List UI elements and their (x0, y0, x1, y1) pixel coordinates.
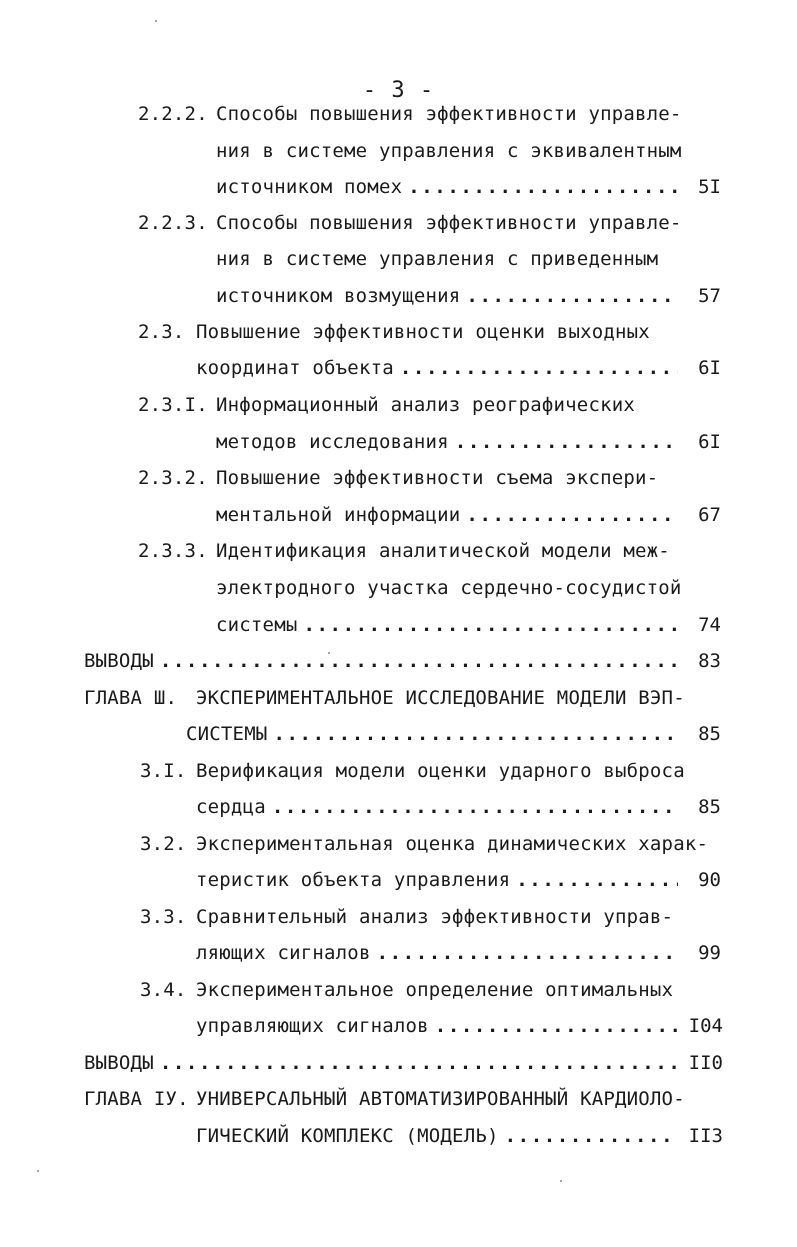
dot-leader (272, 795, 678, 819)
entry-page: 6I (698, 357, 721, 379)
entry-title-line: Идентификация аналитической модели меж- (216, 540, 670, 562)
entry-leader-line (216, 284, 678, 308)
entry-leader-line (84, 1051, 678, 1075)
entry-number: 2.3. (138, 321, 185, 343)
entry-title-line: электродного участка сердечно-сосудистой (216, 577, 682, 599)
entry-leader-line (84, 649, 678, 673)
entry-leader-line (196, 356, 678, 380)
entry-page: 85 (698, 796, 721, 818)
entry-title-line: Повышение эффективности съема экспери- (216, 467, 659, 489)
entry-leader-line (196, 795, 678, 819)
entry-number: 2.3.2. (138, 467, 208, 489)
dot-leader (400, 356, 678, 380)
entry-number: 3.I. (140, 760, 187, 782)
dot-leader (516, 868, 678, 892)
entry-page: 99 (698, 942, 721, 964)
scan-speck (328, 652, 330, 654)
entry-leader-line (196, 868, 678, 892)
entry-title-line: источником возмущения (216, 285, 461, 307)
entry-title-line: СИСТЕМЫ (186, 723, 268, 745)
dot-leader (466, 503, 678, 527)
entry-page: 67 (698, 504, 721, 526)
entry-title-line: системы (216, 614, 298, 636)
entry-title-line: сердца (196, 796, 266, 818)
entry-title-line: координат объекта (196, 357, 394, 379)
entry-title-line: УНИВЕРСАЛЬНЫЙ АВТОМАТИЗИРОВАННЫЙ КАРДИОЛО- (196, 1088, 685, 1110)
chapter-label: ГЛАВА Ш. (84, 687, 178, 709)
entry-title-line: Сравнительный анализ эффективности управ- (196, 906, 674, 928)
entry-number: 3.3. (140, 906, 187, 928)
entry-leader-line (196, 1014, 678, 1038)
dot-leader (273, 722, 678, 746)
entry-title-line: ляющих сигналов (196, 942, 371, 964)
page-number: - 3 - (362, 78, 435, 103)
scan-speck (37, 1170, 39, 1172)
entry-number: 2.3.3. (138, 540, 208, 562)
scan-speck (155, 20, 157, 22)
entry-page: 85 (698, 723, 721, 745)
entry-leader-line (186, 722, 678, 746)
entry-leader-line (216, 613, 678, 637)
entry-number: 2.2.2. (138, 103, 208, 125)
entry-title-line: Повышение эффективности оценки выходных (196, 321, 650, 343)
entry-page: 57 (698, 285, 721, 307)
entry-page: 90 (698, 869, 721, 891)
entry-title-line: ГИЧЕСКИЙ КОМПЛЕКС (МОДЕЛЬ) (196, 1125, 499, 1147)
dot-leader (160, 1051, 678, 1075)
entry-leader-line (196, 1124, 678, 1148)
entry-title-line: Информационный анализ реографических (216, 394, 636, 416)
entry-page: 6I (698, 431, 721, 453)
entry-leader-line (216, 175, 678, 199)
entry-number: 2.3.I. (138, 394, 208, 416)
entry-title-line: теристик объекта управления (196, 869, 511, 891)
entry-title-line: ментальной информации (216, 504, 461, 526)
entry-page: II3 (688, 1125, 723, 1147)
entry-title-line: ВЫВОДЫ (84, 650, 154, 672)
entry-page: I04 (688, 1015, 723, 1037)
scan-speck (560, 1180, 562, 1182)
entry-title-line: Способы повышения эффективности управле- (216, 103, 682, 125)
dot-leader (455, 430, 678, 454)
entry-page: 74 (698, 614, 721, 636)
entry-number: 2.2.3. (138, 212, 208, 234)
entry-title-line: управляющих сигналов (196, 1015, 429, 1037)
entry-number: 3.4. (140, 979, 187, 1001)
entry-title-line: ния в системе управления с приведенным (216, 248, 659, 270)
chapter-label: ГЛАВА IУ. (84, 1088, 189, 1110)
entry-title-line: ния в системе управления с эквивалентным (216, 140, 682, 162)
dot-leader (303, 613, 678, 637)
entry-title-line: ВЫВОДЫ (84, 1052, 154, 1074)
entry-page: 83 (698, 650, 721, 672)
entry-title-line: методов исследования (216, 431, 449, 453)
entry-leader-line (216, 503, 678, 527)
entry-number: 3.2. (140, 833, 187, 855)
entry-page: 5I (698, 176, 721, 198)
entry-title-line: источником помех (216, 176, 403, 198)
entry-title-line: Экспериментальная оценка динамических харак- (196, 833, 709, 855)
entry-title-line: Верификация модели оценки ударного выброса (196, 760, 685, 782)
entry-page: II0 (688, 1052, 723, 1074)
entry-title-line: Экспериментальное определение оптимальных (196, 979, 674, 1001)
entry-leader-line (216, 430, 678, 454)
dot-leader (466, 284, 678, 308)
dot-leader (435, 1014, 678, 1038)
dot-leader (377, 941, 678, 965)
dot-leader (408, 175, 678, 199)
entry-leader-line (196, 941, 678, 965)
entry-title-line: Способы повышения эффективности управле- (216, 212, 682, 234)
dot-leader (160, 649, 678, 673)
entry-title-line: ЭКСПЕРИМЕНТАЛЬНОЕ ИССЛЕДОВАНИЕ МОДЕЛИ ВЭП- (196, 687, 685, 709)
dot-leader (505, 1124, 678, 1148)
